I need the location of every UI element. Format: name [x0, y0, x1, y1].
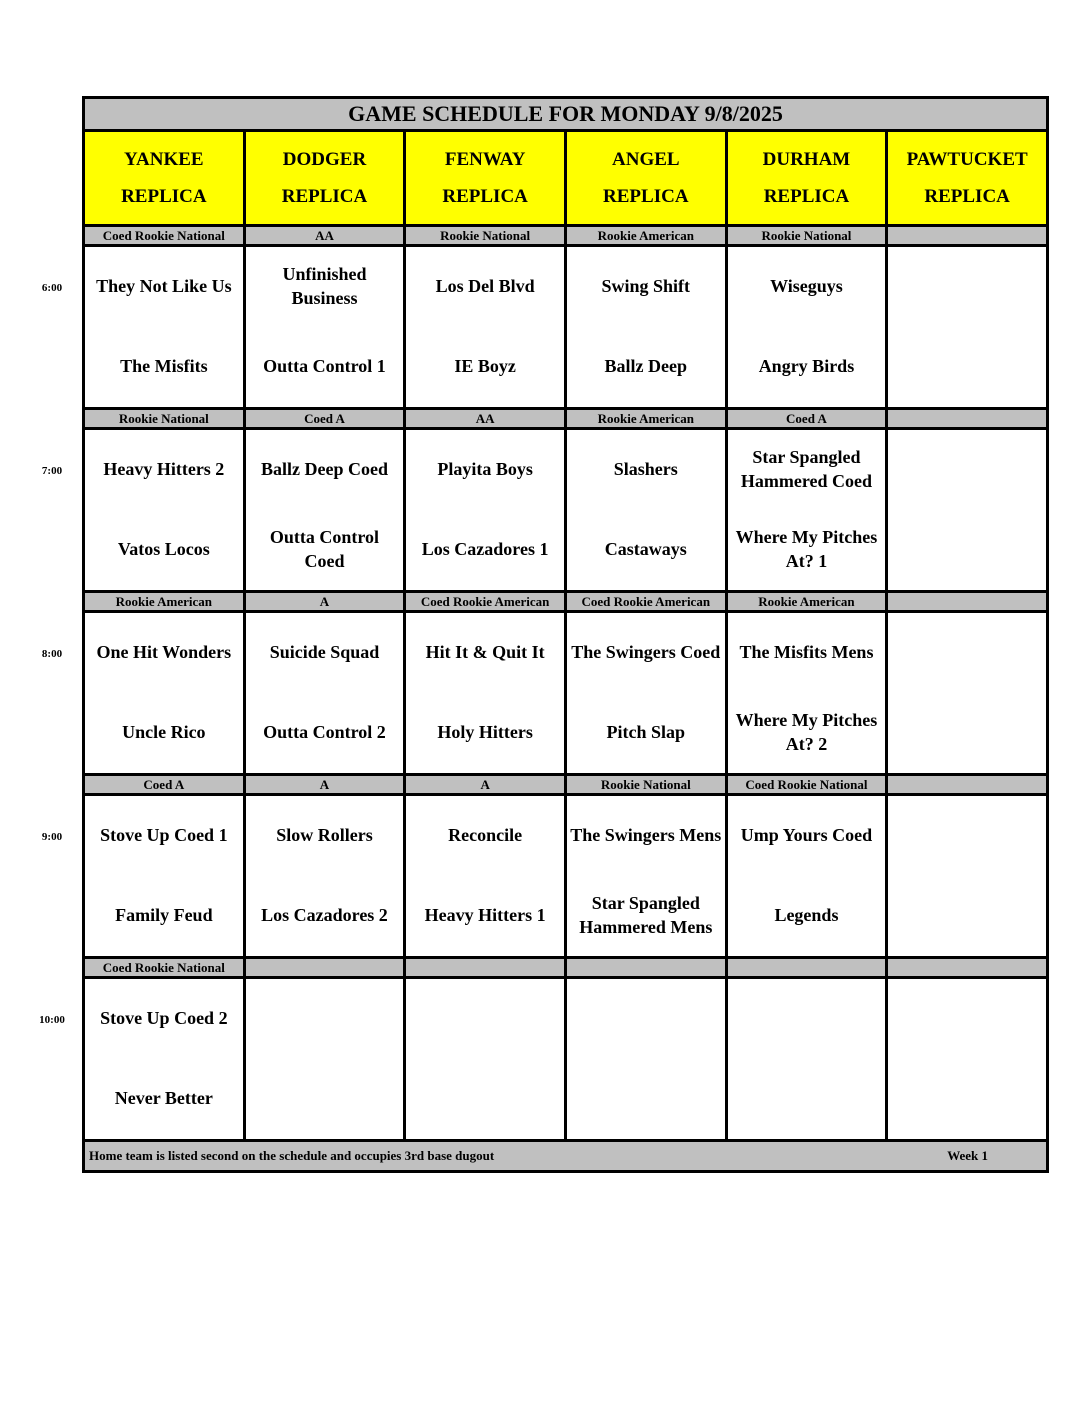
division-label: Rookie National	[565, 775, 726, 795]
away-team: Wiseguys	[770, 275, 843, 296]
field-name: ANGEL	[612, 149, 680, 170]
game-cell	[726, 795, 887, 958]
matchup	[728, 979, 886, 1139]
division-label: Coed Rookie National	[84, 226, 245, 246]
matchup	[246, 247, 404, 407]
home-team	[888, 324, 1046, 407]
home-team: Holy Hitters	[437, 721, 533, 742]
game-cell	[726, 246, 887, 409]
home-team: Los Cazadores 2	[261, 904, 388, 925]
field-subtitle: REPLICA	[442, 186, 528, 207]
matchup	[246, 613, 404, 773]
division-label	[405, 958, 566, 978]
game-cell	[84, 429, 245, 592]
away-team: Ballz Deep Coed	[260, 458, 388, 479]
division-label: Rookie National	[726, 226, 887, 246]
time-label: 8:00	[41, 647, 63, 660]
home-team-note: Home team is listed second on the schedule and occupies 3rd base dugout	[89, 1148, 495, 1163]
game-cell	[84, 978, 245, 1141]
matchup	[728, 430, 886, 590]
away-team: Los Del Blvd	[435, 275, 535, 296]
away-team: Swing Shift	[601, 275, 691, 296]
time-label: 7:00	[41, 464, 63, 477]
home-team: Outta Control 1	[263, 355, 386, 376]
game-cell	[887, 429, 1048, 592]
week-label: Week 1	[947, 1148, 988, 1163]
matchup	[246, 430, 404, 590]
footer-row	[84, 1141, 1048, 1172]
home-team: Uncle Rico	[122, 721, 206, 742]
division-row	[84, 409, 1048, 429]
away-team: Ump Yours Coed	[740, 824, 873, 845]
matchup	[728, 247, 886, 407]
matchup	[888, 430, 1046, 590]
game-cell	[565, 429, 726, 592]
matchup	[85, 430, 243, 590]
home-team: Outta Control 2	[263, 721, 386, 742]
matchup	[406, 979, 564, 1139]
matchup	[406, 796, 564, 956]
matchup	[567, 430, 725, 590]
field-subtitle: REPLICA	[603, 186, 689, 207]
time-label: 9:00	[41, 830, 63, 843]
field-name: PAWTUCKET	[906, 149, 1028, 170]
field-subtitle: REPLICA	[924, 186, 1010, 207]
home-team	[888, 507, 1046, 590]
away-team	[888, 796, 1046, 873]
away-team: Suicide Squad	[269, 641, 380, 662]
division-label	[565, 958, 726, 978]
division-label	[726, 958, 887, 978]
division-label: Coed A	[726, 409, 887, 429]
field-header	[565, 131, 726, 226]
matchup	[888, 613, 1046, 773]
division-row	[84, 958, 1048, 978]
division-row	[84, 226, 1048, 246]
division-label: Rookie American	[84, 592, 245, 612]
schedule-table	[82, 96, 1049, 1173]
home-team: IE Boyz	[454, 355, 516, 376]
field-subtitle: REPLICA	[763, 186, 850, 207]
field-subtitle: REPLICA	[121, 186, 207, 207]
away-team	[246, 979, 404, 1056]
division-label: Coed A	[244, 409, 405, 429]
game-cell	[565, 612, 726, 775]
division-label: A	[244, 592, 405, 612]
away-team: Playita Boys	[437, 458, 533, 479]
game-cell	[887, 795, 1048, 958]
game-cell	[405, 429, 566, 592]
division-label: Rookie American	[726, 592, 887, 612]
game-cell	[84, 795, 245, 958]
field-name: YANKEE	[124, 149, 204, 170]
away-team: Slashers	[613, 458, 678, 479]
game-cell	[84, 612, 245, 775]
schedule-sheet	[82, 96, 1049, 1173]
game-row	[84, 612, 1048, 775]
home-team	[888, 1056, 1046, 1139]
home-team	[728, 1056, 886, 1139]
division-label: Coed Rookie National	[726, 775, 887, 795]
field-header	[84, 131, 245, 226]
division-label	[887, 226, 1048, 246]
game-row	[84, 795, 1048, 958]
division-label: Rookie National	[405, 226, 566, 246]
away-team: The Swingers Coed	[571, 641, 721, 662]
away-team	[888, 613, 1046, 690]
game-cell	[405, 795, 566, 958]
matchup	[246, 979, 404, 1139]
matchup	[85, 796, 243, 956]
away-team: Reconcile	[448, 824, 523, 845]
division-label: A	[244, 775, 405, 795]
game-cell	[726, 429, 887, 592]
division-label: Rookie American	[565, 226, 726, 246]
matchup	[728, 613, 886, 773]
away-team: Stove Up Coed 2	[100, 1007, 228, 1028]
matchup	[567, 247, 725, 407]
home-team: The Misfits	[120, 355, 208, 376]
home-team: Family Feud	[115, 904, 213, 925]
matchup	[406, 247, 564, 407]
game-cell	[565, 246, 726, 409]
away-team	[567, 979, 725, 1056]
division-label	[244, 958, 405, 978]
matchup	[728, 796, 886, 956]
game-cell	[887, 978, 1048, 1141]
matchup	[85, 247, 243, 407]
home-team: Pitch Slap	[606, 721, 686, 742]
field-header-row	[84, 131, 1048, 226]
home-team: Outta Control Coed	[269, 526, 380, 571]
game-cell	[244, 246, 405, 409]
time-label: 10:00	[39, 1013, 65, 1026]
matchup	[406, 613, 564, 773]
game-cell	[244, 429, 405, 592]
division-label: Coed Rookie American	[565, 592, 726, 612]
game-cell	[405, 246, 566, 409]
game-cell	[405, 978, 566, 1141]
matchup	[406, 430, 564, 590]
home-team	[406, 1056, 564, 1139]
game-cell	[244, 612, 405, 775]
game-row	[84, 429, 1048, 592]
division-label: Coed Rookie National	[84, 958, 245, 978]
away-team	[728, 979, 886, 1056]
away-team	[888, 430, 1046, 507]
away-team: Unfinished Business	[282, 263, 367, 308]
game-row	[84, 246, 1048, 409]
away-team: The Swingers Mens	[570, 824, 722, 845]
division-label	[887, 409, 1048, 429]
matchup	[888, 979, 1046, 1139]
home-team: Legends	[774, 904, 839, 925]
away-team	[888, 979, 1046, 1056]
division-label: A	[405, 775, 566, 795]
home-team: Ballz Deep	[604, 355, 688, 376]
division-label: AA	[405, 409, 566, 429]
game-cell	[726, 612, 887, 775]
away-team: One Hit Wonders	[96, 641, 232, 662]
matchup	[567, 796, 725, 956]
division-label: Rookie National	[84, 409, 245, 429]
home-team: Where My Pitches At? 1	[735, 526, 878, 571]
division-label: Coed A	[84, 775, 245, 795]
title-row	[84, 98, 1048, 131]
away-team: The Misfits Mens	[739, 641, 874, 662]
game-cell	[726, 978, 887, 1141]
home-team: Where My Pitches At? 2	[735, 709, 878, 754]
division-label: AA	[244, 226, 405, 246]
matchup	[85, 613, 243, 773]
away-team: Slow Rollers	[276, 824, 373, 845]
division-label	[887, 592, 1048, 612]
away-team: Star Spangled Hammered Coed	[740, 446, 873, 491]
division-row	[84, 775, 1048, 795]
game-cell	[565, 795, 726, 958]
matchup	[85, 979, 243, 1139]
away-team: Hit It & Quit It	[425, 641, 545, 662]
field-name: DODGER	[282, 149, 367, 170]
away-team	[406, 979, 564, 1056]
home-team	[888, 873, 1046, 956]
home-team: Vatos Locos	[117, 538, 210, 559]
home-team: Castaways	[604, 538, 687, 559]
field-header	[405, 131, 566, 226]
home-team	[246, 1056, 404, 1139]
field-header	[244, 131, 405, 226]
field-name: DURHAM	[762, 149, 851, 170]
game-cell	[244, 795, 405, 958]
matchup	[888, 247, 1046, 407]
matchup	[888, 796, 1046, 956]
away-team	[888, 247, 1046, 324]
division-label	[887, 775, 1048, 795]
game-cell	[244, 978, 405, 1141]
field-subtitle: REPLICA	[281, 186, 368, 207]
field-header	[887, 131, 1048, 226]
game-row	[84, 978, 1048, 1141]
away-team: Heavy Hitters 2	[103, 458, 225, 479]
home-team: Star Spangled Hammered Mens	[579, 892, 713, 937]
game-cell	[405, 612, 566, 775]
away-team: They Not Like Us	[96, 275, 232, 296]
division-row	[84, 592, 1048, 612]
home-team: Never Better	[114, 1087, 213, 1108]
field-name: FENWAY	[444, 149, 526, 170]
home-team: Los Cazadores 1	[421, 538, 549, 559]
footer-cell	[84, 1141, 1048, 1172]
game-cell	[887, 246, 1048, 409]
away-team: Stove Up Coed 1	[100, 824, 228, 845]
game-cell	[565, 978, 726, 1141]
time-label: 6:00	[41, 281, 63, 294]
home-team	[567, 1056, 725, 1139]
matchup	[567, 613, 725, 773]
game-cell	[887, 612, 1048, 775]
matchup	[246, 796, 404, 956]
division-label: Coed Rookie American	[405, 592, 566, 612]
home-team	[888, 690, 1046, 773]
home-team: Heavy Hitters 1	[424, 904, 546, 925]
schedule-title: GAME SCHEDULE FOR MONDAY 9/8/2025	[84, 98, 1048, 131]
division-label: Rookie American	[565, 409, 726, 429]
field-header	[726, 131, 887, 226]
division-label	[887, 958, 1048, 978]
matchup	[567, 979, 725, 1139]
game-cell	[84, 246, 245, 409]
home-team: Angry Birds	[758, 355, 855, 376]
